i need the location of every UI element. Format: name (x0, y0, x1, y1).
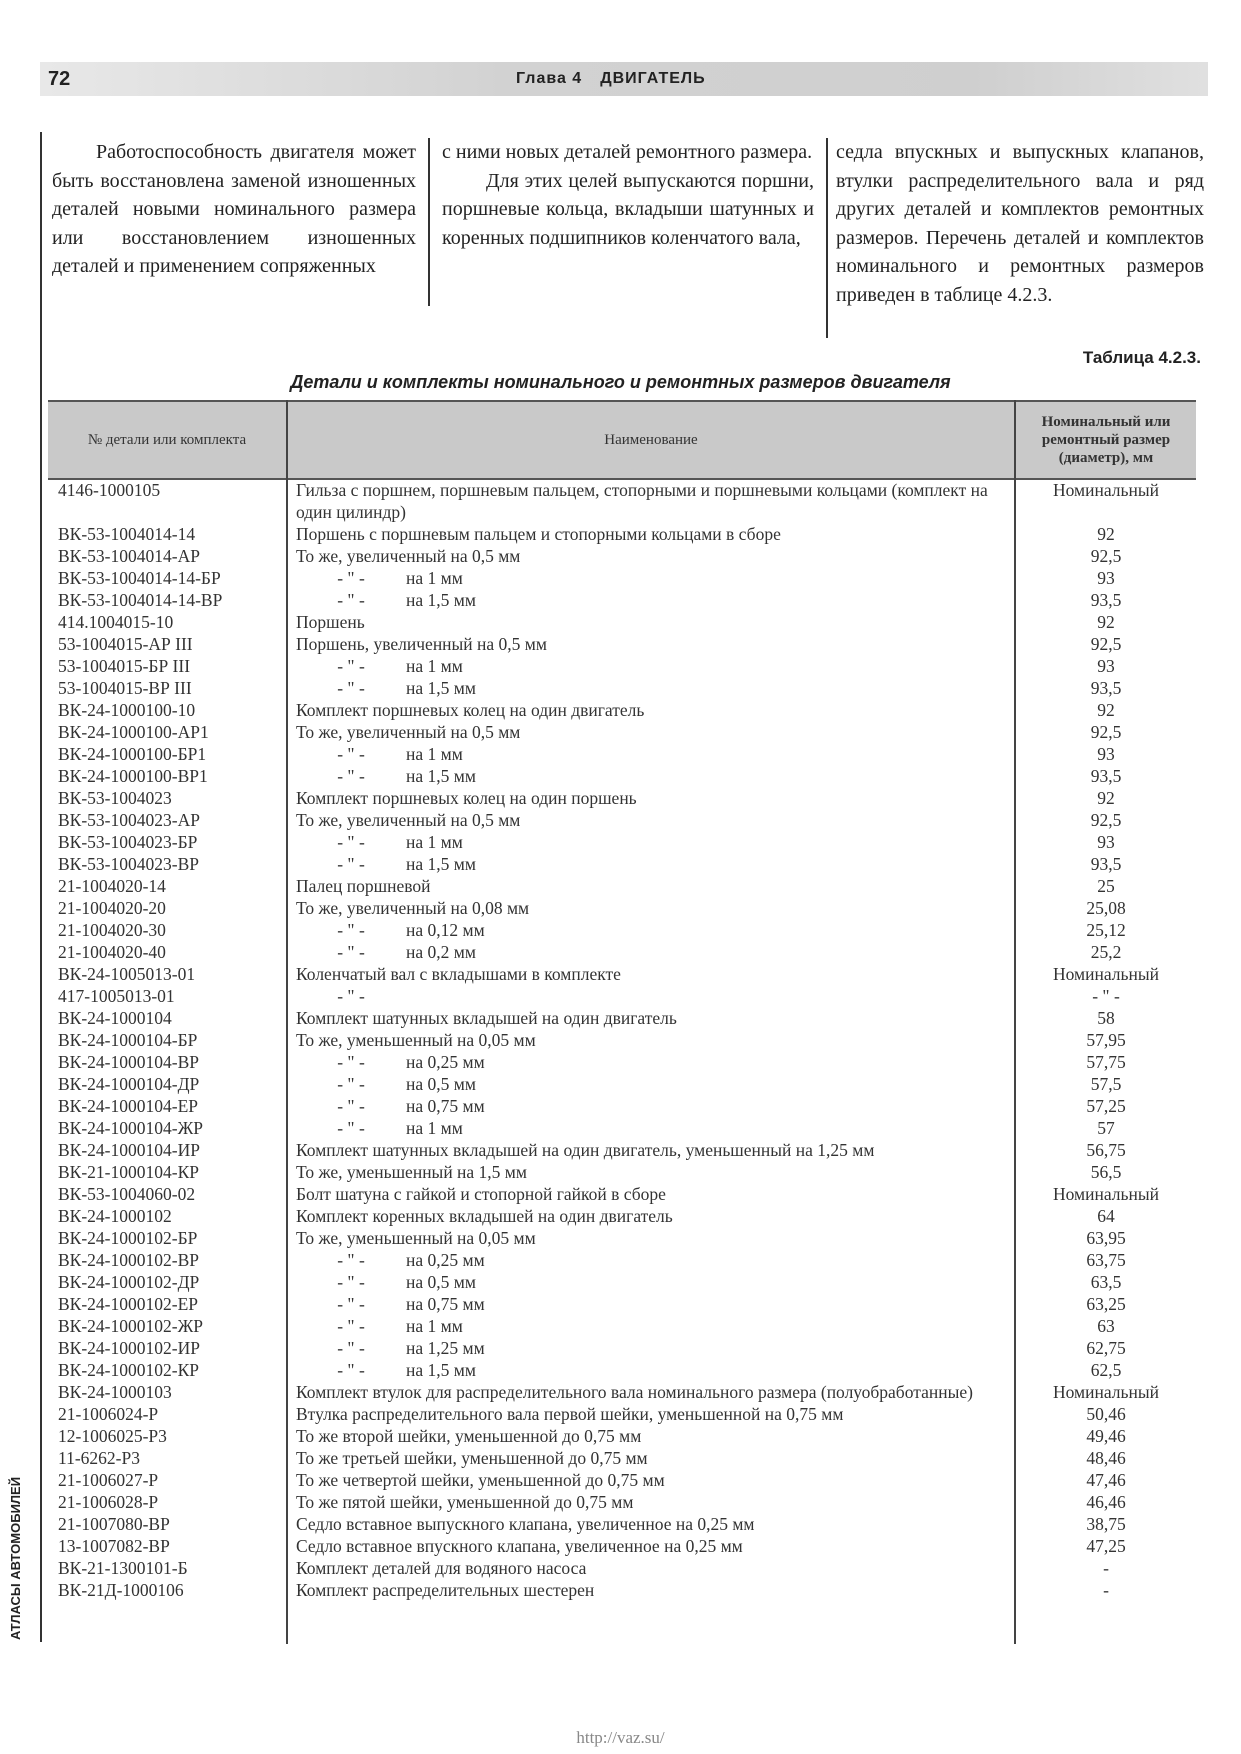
ditto-mark: - " - (337, 1294, 365, 1314)
part-size: 92 (1097, 612, 1115, 632)
table-row (48, 765, 1196, 787)
table-row (48, 809, 1196, 831)
part-size: 57,75 (1086, 1052, 1126, 1072)
part-name (296, 655, 1008, 677)
part-name-text: на 1 мм (406, 744, 463, 764)
part-code: ВК-53-1004023-ВР (58, 854, 199, 874)
part-size: 62,5 (1090, 1360, 1122, 1380)
part-name: То же четвертой шейки, уменьшенной до 0,75 мм (296, 1470, 665, 1490)
part-size: 92 (1097, 700, 1115, 720)
part-size: 92,5 (1090, 810, 1122, 830)
table-row (48, 941, 1196, 963)
left-margin-rule (40, 132, 42, 1642)
ditto-mark: - " - (337, 744, 365, 764)
column-rule-2 (826, 138, 828, 338)
part-size: Номинальный (1053, 1184, 1159, 1204)
part-name (296, 1117, 1008, 1139)
part-name (296, 985, 1008, 1007)
part-code: 417-1005013-01 (58, 986, 175, 1006)
table-row (48, 853, 1196, 875)
part-code: ВК-21Д-1000106 (58, 1580, 184, 1600)
part-size: 93,5 (1090, 590, 1122, 610)
table-row (48, 1337, 1196, 1359)
part-name (296, 1359, 1008, 1381)
part-name: Комплект коренных вкладышей на один двигатель (296, 1206, 673, 1226)
part-size: 93,5 (1090, 854, 1122, 874)
part-name-text: на 0,25 мм (406, 1250, 485, 1270)
ditto-mark: - " - (337, 1338, 365, 1358)
part-size: - (1103, 1580, 1109, 1600)
part-name: Болт шатуна с гайкой и стопорной гайкой в сборе (296, 1184, 666, 1204)
part-size: 25,2 (1090, 942, 1122, 962)
part-size: 92,5 (1090, 722, 1122, 742)
part-name: Комплект шатунных вкладышей на один двигатель (296, 1008, 677, 1028)
part-code: 4146-1000105 (58, 480, 161, 500)
table-row (48, 1293, 1196, 1315)
part-code: ВК-24-1000102-ВР (58, 1250, 199, 1270)
part-size: 46,46 (1086, 1492, 1126, 1512)
part-size: 57 (1097, 1118, 1115, 1138)
part-name-text: на 1,5 мм (406, 766, 476, 786)
ditto-mark: - " - (337, 678, 365, 698)
table-row (48, 1183, 1196, 1205)
part-code: ВК-24-1000100-ВР1 (58, 766, 208, 786)
part-size: 93 (1097, 744, 1115, 764)
part-code: ВК-24-1000104-ЕР (58, 1096, 198, 1116)
table-row (48, 1073, 1196, 1095)
part-size: 63,75 (1086, 1250, 1126, 1270)
part-code: ВК-53-1004014-14 (58, 524, 196, 544)
part-code: 13-1007082-ВР (58, 1536, 170, 1556)
table-row (48, 1139, 1196, 1161)
part-size: 62,75 (1086, 1338, 1126, 1358)
ditto-mark: - " - (337, 1360, 365, 1380)
part-size: 93,5 (1090, 766, 1122, 786)
part-name (296, 1095, 1008, 1117)
part-name-text: на 1,25 мм (406, 1338, 485, 1358)
table-row (48, 1513, 1196, 1535)
table-row (48, 1381, 1196, 1403)
part-name (296, 1051, 1008, 1073)
part-name (296, 1293, 1008, 1315)
chapter-heading (516, 70, 706, 88)
part-name (296, 1337, 1008, 1359)
part-code: 21-1007080-ВР (58, 1514, 170, 1534)
part-size: 92 (1097, 524, 1115, 544)
ditto-mark: - " - (337, 766, 365, 786)
part-name (296, 765, 1008, 787)
ditto-mark: - " - (337, 942, 365, 962)
ditto-mark: - " - (337, 568, 365, 588)
table-row (48, 1469, 1196, 1491)
part-name (296, 677, 1008, 699)
ditto-mark: - " - (337, 920, 365, 940)
table-row (48, 611, 1196, 633)
part-size: 56,5 (1090, 1162, 1122, 1182)
part-size: 64 (1097, 1206, 1115, 1226)
table-number: Таблица 4.2.3. (1082, 348, 1201, 367)
footer-url: http://vaz.su/ (576, 1728, 665, 1747)
part-code: ВК-53-1004014-14-БР (58, 568, 221, 588)
part-size: 47,25 (1086, 1536, 1126, 1556)
part-code: ВК-24-1000100-АР1 (58, 722, 209, 742)
part-size: 25 (1097, 876, 1115, 896)
ditto-mark: - " - (337, 1250, 365, 1270)
ditto-mark: - " - (337, 986, 365, 1006)
part-name-text: на 1 мм (406, 1118, 463, 1138)
part-size: 57,5 (1090, 1074, 1122, 1094)
column-rule-1 (428, 138, 430, 306)
part-name-text: на 0,75 мм (406, 1294, 485, 1314)
part-name: Комплект поршневых колец на один двигатель (296, 700, 645, 720)
table-row (48, 1579, 1196, 1601)
table-row (48, 677, 1196, 699)
ditto-mark: - " - (337, 1272, 365, 1292)
part-code: 53-1004015-БР III (58, 656, 191, 676)
part-size: - " - (1092, 986, 1120, 1006)
part-name: То же, уменьшенный на 0,05 мм (296, 1228, 536, 1248)
part-name (296, 1315, 1008, 1337)
part-name-text: на 1 мм (406, 656, 463, 676)
part-name (296, 743, 1008, 765)
part-size: Номинальный (1053, 480, 1159, 500)
chapter-title: ДВИГАТЕЛЬ (600, 70, 706, 87)
ditto-mark: - " - (337, 1316, 365, 1336)
ditto-mark: - " - (337, 832, 365, 852)
part-name-text: на 0,25 мм (406, 1052, 485, 1072)
header-code: № детали или комплекта (87, 432, 247, 448)
part-name: То же, уменьшенный на 1,5 мм (296, 1162, 527, 1182)
table-row (48, 523, 1196, 545)
table-row (48, 567, 1196, 589)
table-row (48, 875, 1196, 897)
part-code: ВК-53-1004060-02 (58, 1184, 196, 1204)
part-code: 21-1004020-20 (58, 898, 166, 918)
part-name (296, 831, 1008, 853)
part-code: 53-1004015-ВР III (58, 678, 192, 698)
part-code: ВК-53-1004014-14-ВР (58, 590, 223, 610)
part-code: 414.1004015-10 (58, 612, 174, 632)
part-code: 12-1006025-Р3 (58, 1426, 167, 1446)
part-name (296, 919, 1008, 941)
table-row (48, 721, 1196, 743)
part-name (296, 589, 1008, 611)
ditto-mark: - " - (337, 590, 365, 610)
part-name: Седло вставное выпускного клапана, увеличенное на 0,25 мм (296, 1514, 755, 1534)
part-name: То же, увеличенный на 0,5 мм (296, 722, 521, 742)
table-header (48, 400, 1196, 480)
part-code: ВК-24-1000104-ВР (58, 1052, 199, 1072)
part-size: 57,25 (1086, 1096, 1126, 1116)
part-name: Комплект шатунных вкладышей на один двигатель, уменьшенный на 1,25 мм (296, 1140, 875, 1160)
part-size: 25,08 (1086, 898, 1126, 918)
part-size: 47,46 (1086, 1470, 1126, 1490)
part-code: 21-1006027-Р (58, 1470, 159, 1490)
intro-column-1 (52, 138, 416, 281)
table-row (48, 743, 1196, 765)
intro-paragraph: с ними новых деталей ремонтного размера. (442, 141, 813, 163)
part-code: ВК-24-1000100-10 (58, 700, 196, 720)
part-size: 63,5 (1090, 1272, 1122, 1292)
table-row (48, 985, 1196, 1007)
part-size: 63,25 (1086, 1294, 1126, 1314)
part-name-text: на 1,5 мм (406, 678, 476, 698)
table-body (48, 479, 1196, 1601)
page-header (40, 62, 1208, 96)
intro-paragraph: седла впускных и выпускных клапанов, втулки распределительного вала и ряд других деталей и комплектов ремонтных размеров. Перечень деталей и комплектов номинального и ремонтных размеров приведен в таблице 4.2.3. (836, 141, 1204, 306)
part-size: 93 (1097, 568, 1115, 588)
part-code: ВК-24-1000104-ДР (58, 1074, 200, 1094)
part-size: 38,75 (1086, 1514, 1126, 1534)
table-row (48, 831, 1196, 853)
part-name: Втулка распределительного вала первой шейки, уменьшенной на 0,75 мм (296, 1404, 844, 1424)
part-size: 92 (1097, 788, 1115, 808)
part-size: 93 (1097, 656, 1115, 676)
part-size: 56,75 (1086, 1140, 1126, 1160)
part-size: 58 (1097, 1008, 1115, 1028)
table-row (48, 1535, 1196, 1557)
part-name: То же, уменьшенный на 0,05 мм (296, 1030, 536, 1050)
part-name-text: на 0,75 мм (406, 1096, 485, 1116)
part-size: 92,5 (1090, 634, 1122, 654)
table-row (48, 1491, 1196, 1513)
sidebar-brand: АТЛАСЫ АВТОМОБИЛЕЙ (8, 1476, 23, 1640)
part-name: Коленчатый вал с вкладышами в комплекте (296, 964, 621, 984)
table-row (48, 1051, 1196, 1073)
part-size: 93,5 (1090, 678, 1122, 698)
part-name-text: на 1,5 мм (406, 590, 476, 610)
part-name-text: на 1 мм (406, 568, 463, 588)
part-code: ВК-53-1004023-АР (58, 810, 200, 830)
part-name-text: на 1,5 мм (406, 1360, 476, 1380)
part-code: ВК-24-1000103 (58, 1382, 172, 1402)
intro-column-2 (442, 138, 814, 252)
table-row (48, 1205, 1196, 1227)
part-name: То же пятой шейки, уменьшенной до 0,75 мм (296, 1492, 634, 1512)
part-code: ВК-21-1000104-КР (58, 1162, 199, 1182)
part-code: ВК-24-1000104 (58, 1008, 172, 1028)
part-size: 25,12 (1086, 920, 1126, 940)
part-code: 21-1004020-30 (58, 920, 166, 940)
part-name: Поршень, увеличенный на 0,5 мм (296, 634, 547, 654)
part-name: Комплект втулок для распределительного вала номинального размера (полуобработанные) (296, 1382, 973, 1402)
table-row (48, 1425, 1196, 1447)
part-code: ВК-24-1000102-ЖР (58, 1316, 203, 1336)
part-code: ВК-24-1000102-ЕР (58, 1294, 198, 1314)
table-row (48, 1447, 1196, 1469)
table-row (48, 633, 1196, 655)
part-size: 63 (1097, 1316, 1115, 1336)
intro-column-3 (836, 138, 1204, 310)
header-size: Номинальный или ремонтный размер (диаметр), мм (1041, 414, 1171, 466)
table-row (48, 1007, 1196, 1029)
part-code: 21-1004020-14 (58, 876, 166, 896)
part-code: 21-1004020-40 (58, 942, 166, 962)
part-name-text: на 0,2 мм (406, 942, 476, 962)
part-code: ВК-21-1300101-Б (58, 1558, 188, 1578)
ditto-mark: - " - (337, 1052, 365, 1072)
table-title: Детали и комплекты номинального и ремонтных размеров двигателя (290, 372, 951, 392)
part-code: ВК-24-1000104-ИР (58, 1140, 200, 1160)
part-name-text: на 0,5 мм (406, 1272, 476, 1292)
table-row (48, 1117, 1196, 1139)
part-name: Седло вставное впускного клапана, увеличенное на 0,25 мм (296, 1536, 743, 1556)
table-row (48, 699, 1196, 721)
part-name: Палец поршневой (296, 876, 431, 896)
table-row (48, 1161, 1196, 1183)
part-code: ВК-24-1000100-БР1 (58, 744, 207, 764)
table-row (48, 897, 1196, 919)
table-row (48, 1557, 1196, 1579)
table-row (48, 1359, 1196, 1381)
table-row (48, 787, 1196, 809)
part-name: То же, увеличенный на 0,08 мм (296, 898, 530, 918)
part-size: Номинальный (1053, 964, 1159, 984)
part-code: ВК-24-1000102-ДР (58, 1272, 200, 1292)
part-size: 93 (1097, 832, 1115, 852)
part-code: ВК-24-1000102-КР (58, 1360, 199, 1380)
table-row (48, 1249, 1196, 1271)
table-row (48, 1029, 1196, 1051)
intro-paragraph: Работоспособность двигателя может быть восстановлена заменой изношенных деталей новыми номинального размера или восстановлением изношенных деталей и применением сопряженных (52, 141, 416, 278)
part-name: Комплект поршневых колец на один поршень (296, 788, 637, 808)
ditto-mark: - " - (337, 1074, 365, 1094)
table-row (48, 655, 1196, 677)
part-size: 57,95 (1086, 1030, 1126, 1050)
part-code: ВК-24-1000102-БР (58, 1228, 198, 1248)
part-code: ВК-53-1004023-БР (58, 832, 198, 852)
part-name: То же третьей шейки, уменьшенной до 0,75 мм (296, 1448, 648, 1468)
part-code: 21-1006024-Р (58, 1404, 159, 1424)
ditto-mark: - " - (337, 656, 365, 676)
part-code: ВК-24-1000104-ЖР (58, 1118, 203, 1138)
part-size: Номинальный (1053, 1382, 1159, 1402)
part-code: ВК-24-1000102-ИР (58, 1338, 200, 1358)
ditto-mark: - " - (337, 1118, 365, 1138)
part-code: ВК-24-1005013-01 (58, 964, 196, 984)
part-name (296, 1249, 1008, 1271)
part-code: 11-6262-Р3 (58, 1448, 140, 1468)
part-name: То же второй шейки, уменьшенной до 0,75 мм (296, 1426, 642, 1446)
part-name: Гильза с поршнем, поршневым пальцем, стопорными и поршневыми кольцами (комплект на один цилиндр) (296, 480, 988, 522)
part-size: 48,46 (1086, 1448, 1126, 1468)
part-size: 63,95 (1086, 1228, 1126, 1248)
part-name: То же, увеличенный на 0,5 мм (296, 546, 521, 566)
header-name: Наименование (604, 432, 698, 448)
part-size: 50,46 (1086, 1404, 1126, 1424)
part-code: 53-1004015-АР III (58, 634, 193, 654)
part-name-text: на 1,5 мм (406, 854, 476, 874)
table-row (48, 963, 1196, 985)
table-row (48, 1271, 1196, 1293)
part-size: 49,46 (1086, 1426, 1126, 1446)
part-name: Комплект деталей для водяного насоса (296, 1558, 587, 1578)
table-row (48, 479, 1196, 523)
part-name: Поршень (296, 612, 365, 632)
part-code: ВК-53-1004014-АР (58, 546, 200, 566)
part-code: 21-1006028-Р (58, 1492, 159, 1512)
table-row (48, 919, 1196, 941)
table-row (48, 1403, 1196, 1425)
ditto-mark: - " - (337, 1096, 365, 1116)
part-name (296, 567, 1008, 589)
ditto-mark: - " - (337, 854, 365, 874)
part-size: 92,5 (1090, 546, 1122, 566)
part-name-text: на 0,5 мм (406, 1074, 476, 1094)
part-name: Поршень с поршневым пальцем и стопорными кольцами в сборе (296, 524, 781, 544)
table-row (48, 1095, 1196, 1117)
part-code: ВК-24-1000102 (58, 1206, 172, 1226)
part-name: То же, увеличенный на 0,5 мм (296, 810, 521, 830)
page-number: 72 (48, 68, 71, 90)
part-name-text: на 1 мм (406, 832, 463, 852)
part-name-text: на 0,12 мм (406, 920, 485, 940)
table-row (48, 1227, 1196, 1249)
part-code: ВК-53-1004023 (58, 788, 172, 808)
part-code: ВК-24-1000104-БР (58, 1030, 198, 1050)
table-row (48, 545, 1196, 567)
table-row (48, 589, 1196, 611)
part-size: - (1103, 1558, 1109, 1578)
intro-paragraph: Для этих целей выпускаются поршни, поршневые кольца, вкладыши шатунных и коренных подшипников коленчатого вала, (442, 169, 814, 249)
part-name: Комплект распределительных шестерен (296, 1580, 595, 1600)
part-name (296, 1073, 1008, 1095)
part-name (296, 1271, 1008, 1293)
table-row (48, 1315, 1196, 1337)
part-name (296, 941, 1008, 963)
chapter-label: Глава 4 (516, 70, 583, 87)
part-name-text: на 1 мм (406, 1316, 463, 1336)
part-name (296, 853, 1008, 875)
